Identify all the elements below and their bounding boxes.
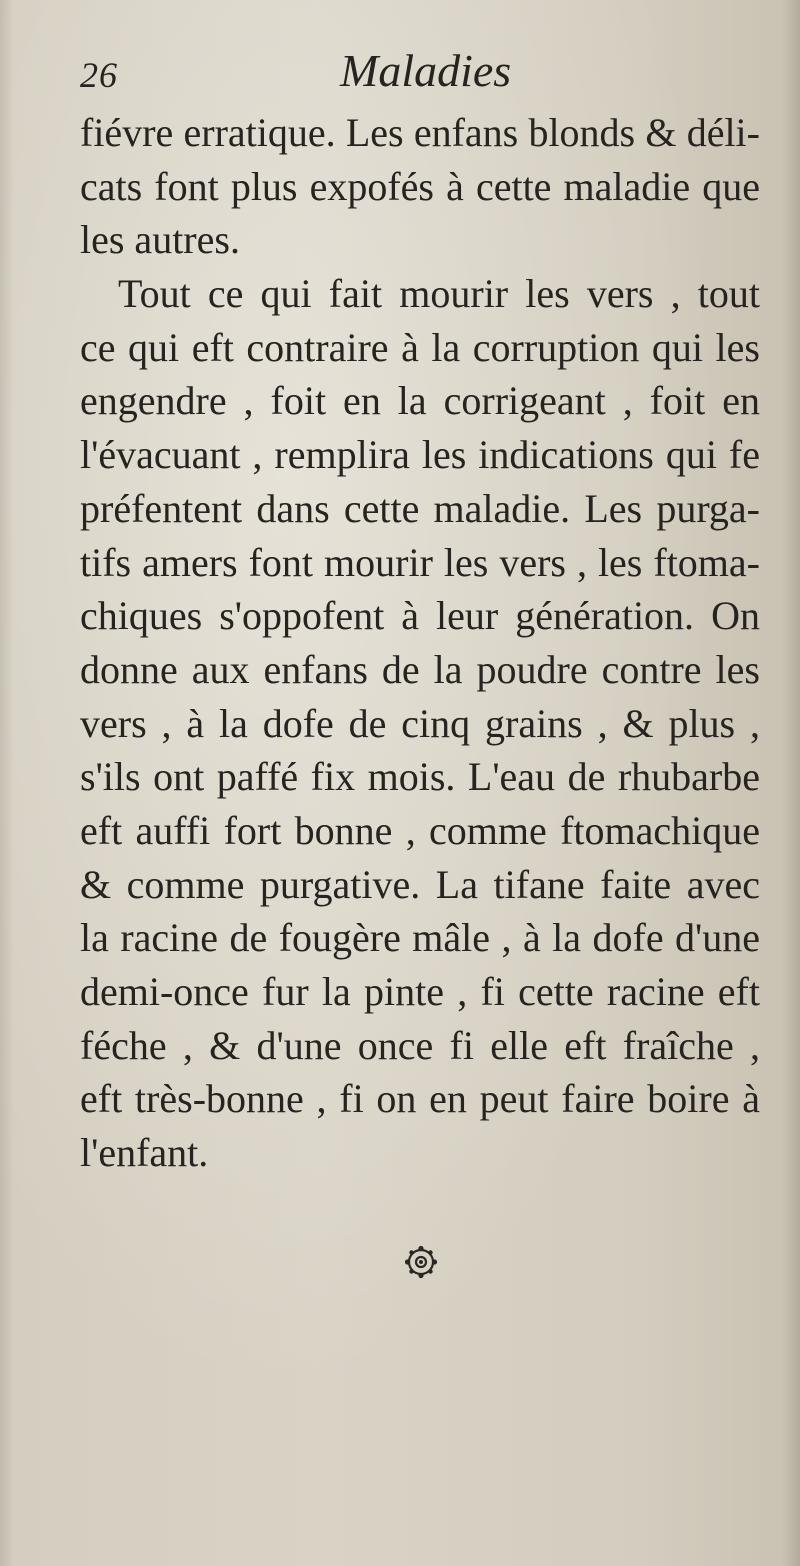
text-line: tifs amers font mourir les vers , les ftoma- [80,539,760,585]
text-line: & comme purgative. La tifane faite avec [80,861,760,907]
text-line: féche , & d'une once fi elle eft fraîche , [80,1022,760,1068]
text-line: engendre , foit en la corrigeant , foit en [80,378,760,424]
page-header [80,44,760,100]
text-line: cats font plus expofés à cette maladie que [80,163,760,209]
text-line: s'ils ont paffé fix mois. L'eau de rhubarbe [80,754,760,800]
text-line: préfentent dans cette maladie. Les purga- [80,485,760,531]
text-line: Tout ce qui fait mourir les vers , tout [118,271,760,317]
floral-rosette-icon [404,1245,438,1279]
text-line: la racine de fougère mâle , à la dofe d'une [80,915,760,961]
page-edge-shadow-right [782,0,800,1566]
text-line: fiévre erratique. Les enfans blonds & déli- [80,110,760,155]
text-line: demi-once fur la pinte , fi cette racine eft [80,969,760,1014]
text-line: donne aux enfans de la poudre contre les [80,646,760,692]
running-title: Maladies [340,45,512,96]
page-edge-shadow-left [0,0,14,1566]
text-line: ce qui eft contraire à la corruption qui les [80,324,760,370]
body-text [80,106,760,1180]
text-line: l'enfant. [80,1130,209,1176]
text-line: chiques s'oppofent à leur génération. On [80,593,760,639]
text-line: l'évacuant , remplira les indications qui fe [80,432,760,478]
page-number: 26 [80,55,118,95]
text-line: eft très-bonne , fi on en peut faire boire à [80,1076,760,1122]
text-line: eft auffi fort bonne , comme ftomachique [80,807,760,853]
text-line: vers , à la dofe de cinq grains , & plus , [80,700,760,746]
text-line: les autres. [80,217,240,263]
